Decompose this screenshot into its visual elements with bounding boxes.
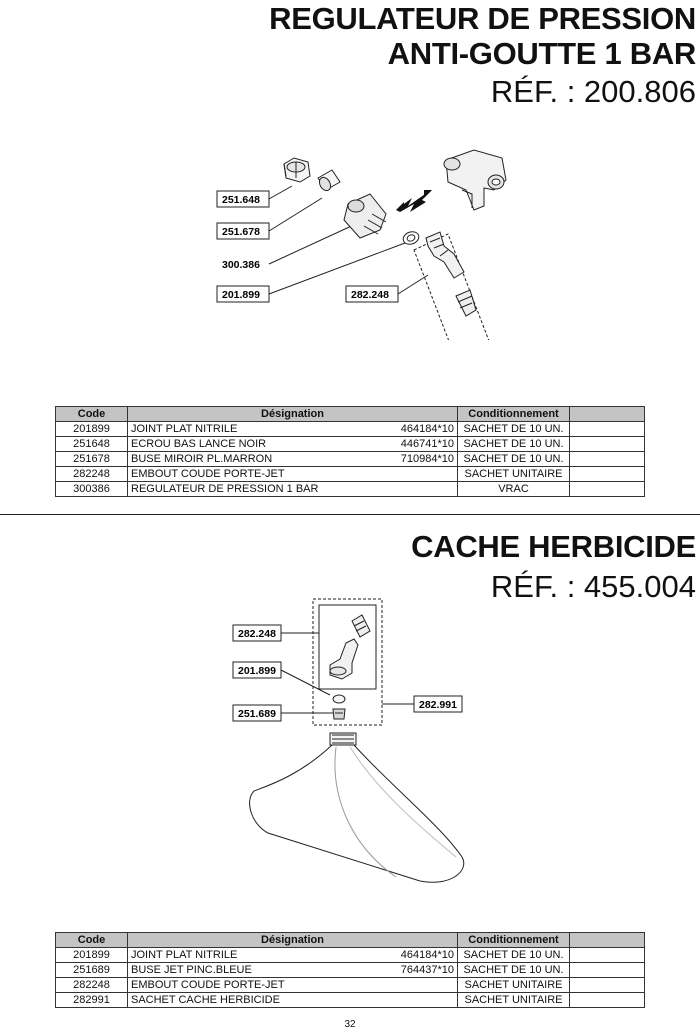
table-row: [56, 437, 645, 452]
cell-code: 251678: [56, 452, 128, 467]
nozzle-holder-body-part: [444, 150, 506, 210]
cell-ref: 464184*10: [400, 949, 454, 961]
column-header-designation: Désignation: [128, 407, 458, 422]
cell-designation: SACHET CACHE HERBICIDE: [128, 993, 458, 1008]
table-row: [56, 422, 645, 437]
callout-label-251689: 251.689: [238, 708, 276, 720]
seal-201899-part: [401, 230, 420, 247]
cell-designation: EMBOUT COUDE PORTE-JET: [128, 978, 458, 993]
column-header-blank: [570, 407, 645, 422]
section1-exploded-diagram: [0, 140, 700, 340]
cell-blank: [570, 978, 645, 993]
cell-code: 282991: [56, 993, 128, 1008]
cell-code: 300386: [56, 482, 128, 497]
table-row: [56, 482, 645, 497]
cell-designation: ECROU BAS LANCE NOIR 446741*10: [128, 437, 458, 452]
column-header-blank: [570, 933, 645, 948]
cell-code: 251648: [56, 437, 128, 452]
cell-code: 251689: [56, 963, 128, 978]
cell-blank: [570, 948, 645, 963]
cell-conditionnement: SACHET DE 10 UN.: [458, 948, 570, 963]
elbow-fitting-282248-part: [426, 232, 464, 278]
cell-ref: 764437*10: [400, 964, 454, 976]
callout-label-201899: 201.899: [238, 665, 276, 677]
nozzle-251689-part: [333, 709, 345, 719]
callout-label-282248: 282.248: [351, 289, 389, 301]
nut-251648-part: [284, 158, 310, 182]
cell-blank: [570, 467, 645, 482]
section2-reference: RÉF. : 455.004: [490, 569, 696, 604]
cell-code: 201899: [56, 948, 128, 963]
cell-conditionnement: SACHET DE 10 UN.: [458, 963, 570, 978]
cell-ref: 464184*10: [400, 423, 454, 435]
regulator-300386-part: [344, 194, 386, 238]
column-header-conditionnement: Conditionnement: [458, 933, 570, 948]
callout-label-282248: 282.248: [238, 628, 276, 640]
cell-designation: EMBOUT COUDE PORTE-JET: [128, 467, 458, 482]
section-divider: [0, 514, 700, 515]
cell-designation: JOINT PLAT NITRILE 464184*10: [128, 948, 458, 963]
column-header-conditionnement: Conditionnement: [458, 407, 570, 422]
section1-parts-table: [55, 406, 645, 497]
callout-label-300386: 300.386: [222, 259, 260, 271]
column-header-code: Code: [56, 933, 128, 948]
cell-conditionnement: SACHET UNITAIRE: [458, 993, 570, 1008]
cell-blank: [570, 993, 645, 1008]
section2-parts-table: [55, 932, 645, 1008]
cell-conditionnement: SACHET DE 10 UN.: [458, 437, 570, 452]
group-frame-282248: [414, 234, 494, 340]
section1-reference: RÉF. : 200.806: [490, 74, 696, 109]
nozzle-251678-part: [317, 170, 340, 193]
assembly-arrow-icon: [396, 190, 432, 212]
nozzle-tip-part: [352, 615, 370, 637]
callout-label-201899: 201.899: [222, 289, 260, 301]
cell-code: 282248: [56, 978, 128, 993]
table-row: [56, 963, 645, 978]
callout-label-282991: 282.991: [419, 699, 457, 711]
elbow-fitting-282248-part: [330, 639, 358, 679]
cell-blank: [570, 482, 645, 497]
callout-label-251678: 251.678: [222, 226, 260, 238]
cell-blank: [570, 963, 645, 978]
cell-conditionnement: SACHET DE 10 UN.: [458, 452, 570, 467]
cell-code: 282248: [56, 467, 128, 482]
cell-blank: [570, 452, 645, 467]
cell-conditionnement: SACHET DE 10 UN.: [458, 422, 570, 437]
cell-designation: JOINT PLAT NITRILE 464184*10: [128, 422, 458, 437]
table-row: [56, 993, 645, 1008]
cell-designation: BUSE JET PINC.BLEUE 764437*10: [128, 963, 458, 978]
callout-label-251648: 251.648: [222, 194, 260, 206]
section2-title: CACHE HERBICIDE: [411, 529, 696, 564]
seal-201899-part: [333, 695, 345, 703]
cell-ref: 446741*10: [400, 438, 454, 450]
table-row: [56, 452, 645, 467]
column-header-code: Code: [56, 407, 128, 422]
section1-title-line1: REGULATEUR DE PRESSION: [269, 1, 696, 36]
table-header-row: [56, 933, 645, 948]
table-row: [56, 978, 645, 993]
page-number: 32: [344, 1019, 356, 1030]
cell-conditionnement: VRAC: [458, 482, 570, 497]
column-header-designation: Désignation: [128, 933, 458, 948]
cell-blank: [570, 422, 645, 437]
cell-conditionnement: SACHET UNITAIRE: [458, 467, 570, 482]
cell-ref: 710984*10: [400, 453, 454, 465]
cell-designation: BUSE MIROIR PL.MARRON 710984*10: [128, 452, 458, 467]
table-header-row: [56, 407, 645, 422]
cell-code: 201899: [56, 422, 128, 437]
cell-designation: REGULATEUR DE PRESSION 1 BAR: [128, 482, 458, 497]
table-row: [56, 467, 645, 482]
cell-conditionnement: SACHET UNITAIRE: [458, 978, 570, 993]
nozzle-tip-part: [456, 290, 476, 316]
section2-exploded-diagram: [0, 595, 700, 915]
table-row: [56, 948, 645, 963]
herbicide-hood-part: [250, 733, 464, 882]
cell-blank: [570, 437, 645, 452]
section1-title-line2: ANTI-GOUTTE 1 BAR: [387, 36, 696, 71]
